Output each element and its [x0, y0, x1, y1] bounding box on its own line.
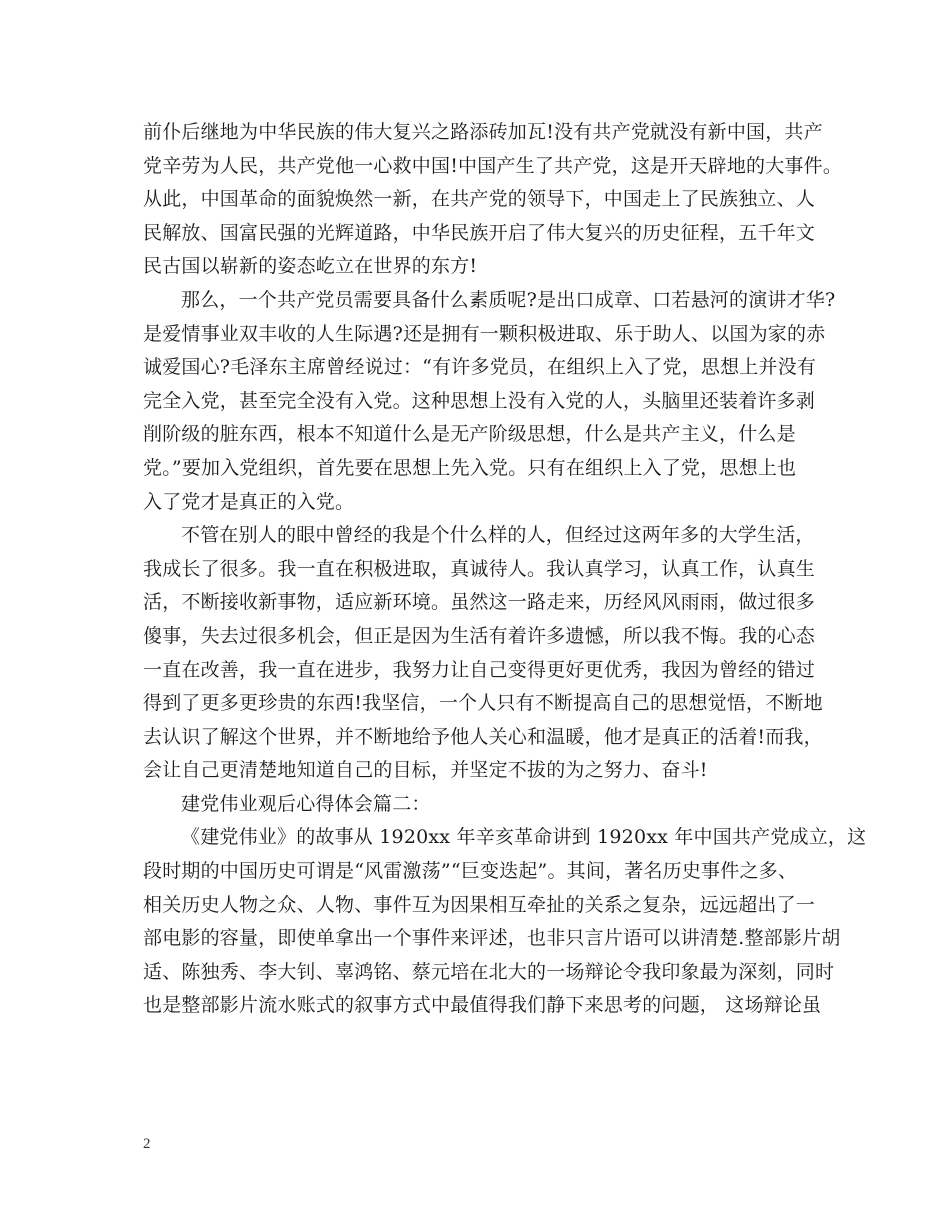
- text-line: 入了党才是真正的入党。: [143, 490, 355, 513]
- text-line: 适、陈独秀、李大钊、辜鸿铭、蔡元培在北大的一场辩论令我印象最为深刻，同时: [143, 960, 835, 983]
- text-line: 民解放、国富民强的光辉道路，中华民族开启了伟大复兴的历史征程，五千年文: [143, 221, 816, 244]
- text-line: 从此，中国革命的面貌焕然一新，在共产党的领导下，中国走上了民族独立、人: [143, 188, 816, 211]
- text-line: 民古国以崭新的姿态屹立在世界的东方!: [143, 255, 478, 278]
- page-number: 2: [143, 1136, 151, 1152]
- text-line: 党辛劳为人民，共产党他一心救中国!中国产生了共产党，这是开天辟地的大事件。: [143, 154, 843, 177]
- text-line: 完全入党，甚至完全没有入党。这种思想上没有入党的人，头脑里还装着许多剥: [143, 389, 816, 412]
- text-line: 一直在改善，我一直在进步，我努力让自己变得更好更优秀，我因为曾经的错过: [143, 658, 816, 681]
- text-line: 《建党伟业》的故事从 1920xx 年辛亥革命讲到 1920xx 年中国共产党成立，这: [181, 826, 867, 849]
- text-line: 诚爱国心?毛泽东主席曾经说过：“有许多党员，在组织上入了党，思想上并没有: [143, 356, 817, 379]
- text-line: 前仆后继地为中华民族的伟大复兴之路添砖加瓦!没有共产党就没有新中国，共产: [143, 121, 823, 143]
- text-line: 去认识了解这个世界，并不断地给予他人关心和温暖，他才是真正的活着!而我，: [143, 725, 823, 748]
- text-line: 建党伟业观后心得体会篇二：: [181, 792, 431, 815]
- text-line: 也是整部影片流水账式的叙事方式中最值得我们静下来思考的问题， 这场辩论虽: [143, 994, 822, 1017]
- text-line: 是爱情事业双丰收的人生际遇?还是拥有一颗积极进取、乐于助人、以国为家的赤: [143, 322, 826, 345]
- text-line: 得到了更多更珍贵的东西!我坚信，一个人只有不断提高自己的思想觉悟，不断地: [143, 692, 823, 715]
- text-line: 我成长了很多。我一直在积极进取，真诚待人。我认真学习，认真工作，认真生: [143, 557, 816, 580]
- text-line: 活，不断接收新事物，适应新环境。虽然这一路走来，历经风风雨雨，做过很多: [143, 591, 816, 614]
- text-line: 相关历史人物之众、人物、事件互为因果相互牵扯的关系之复杂，远远超出了一: [143, 893, 816, 916]
- text-line: 那么，一个共产党员需要具备什么素质呢?是出口成章、口若悬河的演讲才华?: [181, 288, 836, 311]
- text-line: 部电影的容量，即使单拿出一个事件来评述，也非只言片语可以讲清楚.整部影片胡: [143, 927, 841, 950]
- text-line: 会让自己更清楚地知道自己的目标，并坚定不拔的为之努力、奋斗!: [143, 759, 708, 782]
- text-line: 党。”要加入党组织，首先要在思想上先入党。只有在组织上入了党，思想上也: [143, 456, 797, 479]
- text-line: 不管在别人的眼中曾经的我是个什么样的人，但经过这两年多的大学生活，: [181, 524, 815, 547]
- text-line: 傻事，失去过很多机会，但正是因为生活有着许多遗憾，所以我不悔。我的心态: [143, 624, 816, 647]
- document-body: [143, 116, 867, 1023]
- text-line: 段时期的中国历史可谓是“风雷激荡”“巨变迭起”。其间，著名历史事件之多、: [143, 860, 798, 883]
- text-line: 削阶级的脏东西，根本不知道什么是无产阶级思想，什么是共产主义，什么是: [143, 423, 796, 446]
